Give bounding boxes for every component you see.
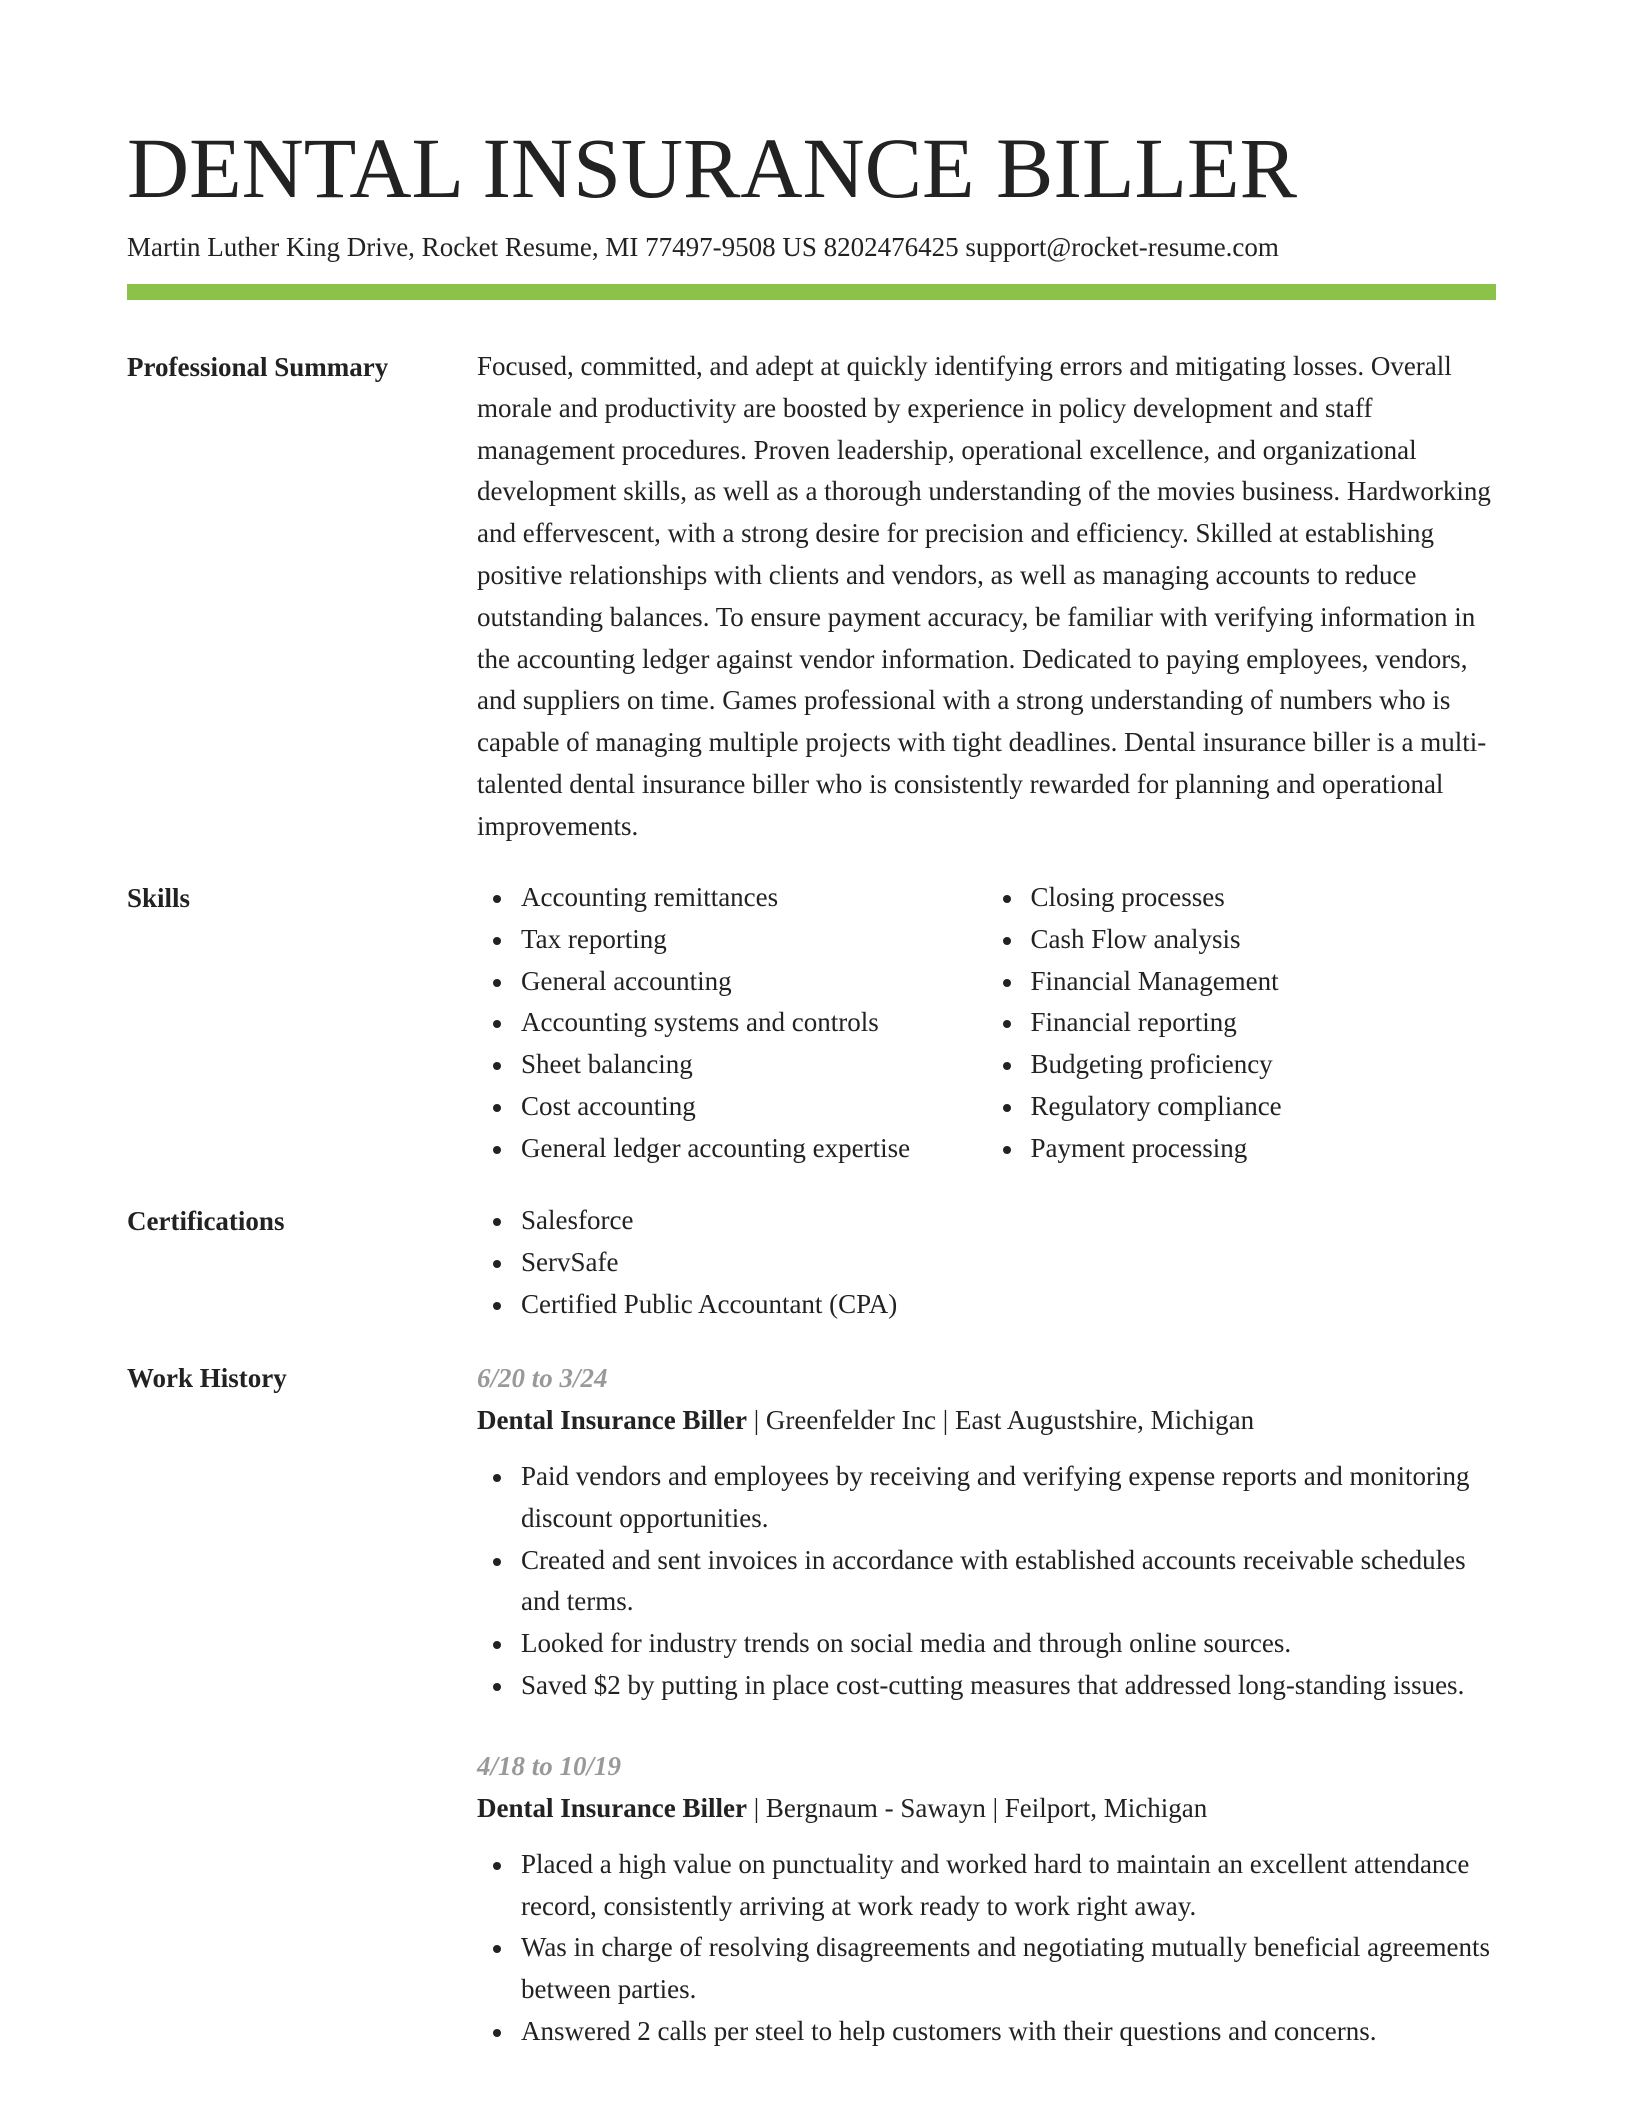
certifications-label: Certifications	[127, 1206, 285, 1236]
work-history-label: Work History	[127, 1363, 287, 1393]
job-heading	[477, 1787, 1496, 1829]
accent-divider	[127, 284, 1496, 300]
job-dates: 4/18 to 10/19	[477, 1750, 622, 1781]
list-item: Placed a high value on punctuality and worked hard to maintain an excellent attendance record, consistently arriving at work ready to work right away.	[521, 1844, 1496, 1928]
list-item: Financial Management	[1031, 961, 1497, 1003]
skills-body	[477, 877, 1496, 1170]
skills-label: Skills	[127, 883, 191, 913]
list-item: Cost accounting	[521, 1086, 987, 1128]
list-item: General ledger accounting expertise	[521, 1128, 987, 1170]
list-item: Accounting systems and controls	[521, 1002, 987, 1044]
job-details: | Greenfelder Inc | East Augustshire, Michigan	[747, 1405, 1255, 1435]
list-item: Looked for industry trends on social media and through online sources.	[521, 1623, 1496, 1665]
job-title: Dental Insurance Biller	[477, 1405, 747, 1435]
list-item: Regulatory compliance	[1031, 1086, 1497, 1128]
list-item: Created and sent invoices in accordance with established accounts receivable schedules and terms.	[521, 1540, 1496, 1624]
list-item: Sheet balancing	[521, 1044, 987, 1086]
resume-title: DENTAL INSURANCE BILLER	[127, 120, 1297, 216]
skills-list-right	[987, 877, 1497, 1170]
skills-list-left	[477, 877, 987, 1170]
job-entry	[477, 1357, 1496, 1707]
job-bullets	[477, 1844, 1496, 2053]
work-history-body	[477, 1357, 1496, 2053]
job-entry	[477, 1745, 1496, 2053]
list-item: Financial reporting	[1031, 1002, 1497, 1044]
list-item: Closing processes	[1031, 877, 1497, 919]
summary-body	[477, 346, 1496, 848]
certifications-body	[477, 1200, 1496, 1325]
list-item: Tax reporting	[521, 919, 987, 961]
summary-text: Focused, committed, and adept at quickly identifying errors and mitigating losses. Overall morale and productivity are boosted by experience in policy development and staff management procedures. Proven leadership, operational excellence, and organizational development skills, as well as a thorough understanding of the movies business. Hardworking and effervescent, with a strong desire for precision and efficiency. Skilled at establishing positive relationships with clients and vendors, as well as managing accounts to reduce outstanding balances. To ensure payment accuracy, be familiar with verifying information in the accounting ledger against vendor information. Dedicated to paying employees, vendors, and suppliers on time. Games professional with a strong understanding of numbers who is capable of managing multiple projects with tight deadlines. Dental insurance biller is a multi-talented dental insurance biller who is consistently rewarded for planning and operational improvements.	[477, 351, 1491, 841]
job-title: Dental Insurance Biller	[477, 1792, 747, 1823]
list-item: Budgeting proficiency	[1031, 1044, 1497, 1086]
list-item: Answered 2 calls per steel to help customers with their questions and concerns.	[521, 2011, 1496, 2053]
list-item: Cash Flow analysis	[1031, 919, 1497, 961]
list-item: Certified Public Accountant (CPA)	[521, 1284, 1496, 1326]
job-details: | Bergnaum - Sawayn | Feilport, Michigan	[747, 1792, 1208, 1823]
list-item: Paid vendors and employees by receiving and verifying expense reports and monitoring discount opportunities.	[521, 1456, 1496, 1540]
list-item: Payment processing	[1031, 1128, 1497, 1170]
list-item: General accounting	[521, 961, 987, 1003]
certifications-list	[477, 1200, 1496, 1325]
list-item: Saved $2 by putting in place cost-cutting measures that addressed long-standing issues.	[521, 1665, 1496, 1707]
job-dates: 6/20 to 3/24	[477, 1363, 608, 1393]
list-item: Was in charge of resolving disagreements and negotiating mutually beneficial agreements between parties.	[521, 1927, 1496, 2011]
contact-line: Martin Luther King Drive, Rocket Resume, MI 77497-9508 US 8202476425 support@rocket-resume.com	[127, 232, 1279, 262]
list-item: ServSafe	[521, 1242, 1496, 1284]
job-bullets	[477, 1456, 1496, 1707]
list-item: Accounting remittances	[521, 877, 987, 919]
summary-label: Professional Summary	[127, 352, 389, 382]
job-heading	[477, 1399, 1496, 1441]
list-item: Salesforce	[521, 1200, 1496, 1242]
